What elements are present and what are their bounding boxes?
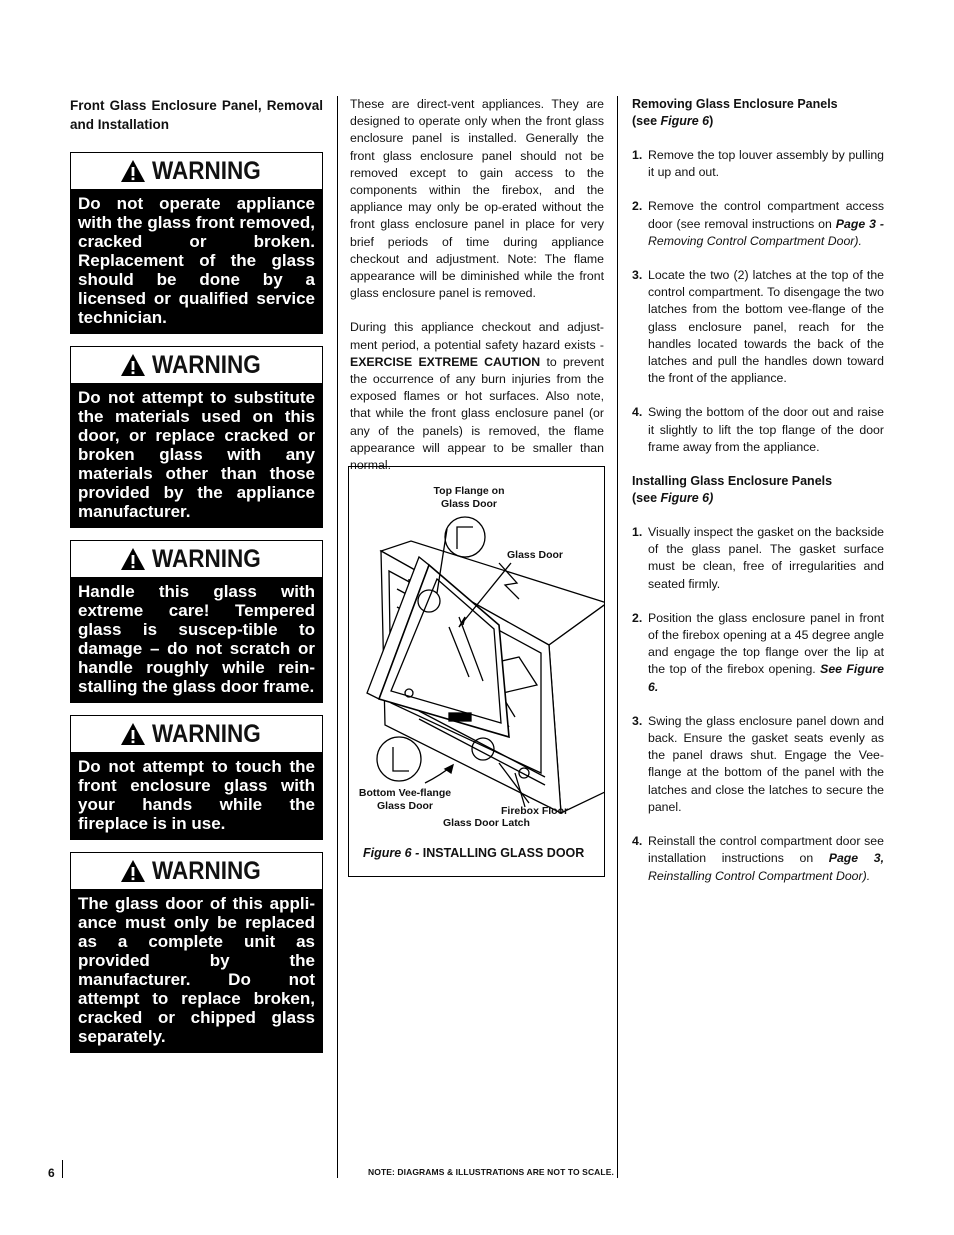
installing-step-1: 1. Visually inspect the gasket on the backside of the glass panel. The gasket surface must be clean, free of irregularities and seated firmly. [632, 525, 884, 591]
warning-title: WARNING [152, 544, 261, 573]
warning-text: Handle this glass with extreme care! Tempered glass is suscep-tible to damage – do not scratch or handle roughly while rein-stalling the glass door frame. [71, 578, 322, 702]
page-reference: Page 3 - [835, 216, 884, 231]
figure-caption: Figure 6 - INSTALLING GLASS DOOR [363, 846, 585, 860]
warning-box-3 [70, 540, 323, 703]
warning-triangle-icon [120, 159, 146, 183]
middle-column [350, 96, 604, 491]
label-top-flange: Top Flange on Glass Door [433, 485, 505, 510]
caution-paragraph: During this appliance checkout and adjust-ment period, a potential safety hazard exists - EXERCISE EXTREME CAUTION to prevent the occurrence of any burn injuries from the exposed flames or hot surfaces. Also note, that while the front glass enclosure panel (or any of the panels) is removed, the flame appearance will appear to be smaller than normal. [350, 320, 604, 473]
scale-note: NOTE: DIAGRAMS & ILLUSTRATIONS ARE NOT TO SCALE. [368, 1167, 614, 1177]
warning-box-5 [70, 852, 323, 1053]
page-number: 6 [48, 1166, 55, 1180]
warning-triangle-icon [120, 547, 146, 571]
figure-reference: See Figure 6. [648, 662, 884, 694]
intro-paragraph: These are direct-vent appliances. They are designed to operate only when the front glass enclosure panel is installed. Generally the front glass enclosure panel should not be removed except to gain access to the components within the firebox, and the appliance may only be op-erated without the front glass enclosure panel in place for very brief periods of time during appliance checkout and adjustment. Note: The flame appearance will be diminished while the front glass enclosure panel is removed. [350, 97, 604, 301]
removing-step-1: 1. Remove the top louver assembly by pulling it up and out. [632, 148, 884, 180]
removing-heading: Removing Glass Enclosure Panels (see Figure 6) [632, 97, 838, 128]
column-divider-2 [617, 96, 618, 1178]
warning-text: Do not attempt to touch the front enclosure glass with your hands while the fireplace is in use. [71, 753, 322, 839]
removing-step-2: 2. Remove the control compartment access door (see removal instructions on Page 3 - Removing Control Compartment Door). [632, 199, 884, 248]
label-glass-door: Glass Door [507, 549, 564, 561]
caution-emphasis: EXERCISE EXTREME CAUTION [350, 354, 541, 369]
column-divider-left [62, 1160, 63, 1178]
warning-box-1 [70, 152, 323, 334]
section-title: Front Glass Enclosure Panel, Removal and Installation [70, 98, 323, 132]
label-glass-door-latch: Glass Door Latch [443, 817, 530, 829]
left-column [70, 96, 323, 1065]
warning-triangle-icon [120, 859, 146, 883]
installing-step-4: 4. Reinstall the control compartment door see installation instructions on Page 3, Reinstalling Control Compartment Door). [632, 834, 884, 883]
warning-title: WARNING [152, 719, 261, 748]
removing-step-3: 3. Locate the two (2) latches at the top of the control compartment. To disengage the two latches from the bottom vee-flange of the glass enclosure panel, reach for the handles located towards the back of the latches and pull the handles down toward the front of the appliance. [632, 268, 884, 386]
warning-title: WARNING [152, 156, 261, 185]
glass-door-diagram [349, 467, 604, 837]
warning-triangle-icon [120, 353, 146, 377]
warning-triangle-icon [120, 722, 146, 746]
installing-step-2: 2. Position the glass enclosure panel in front of the firebox opening at a 45 degree angle and engage the top flange over the lip at the top of the firebox opening. See Figure 6. [632, 610, 884, 694]
right-column [632, 96, 884, 902]
warning-text: Do not attempt to substitute the materials used on this door, or replace cracked or broken glass with any materials other than those provided by the appliance manufacturer. [71, 384, 322, 527]
label-bottom-vee-flange: Bottom Vee-flange Glass Door [358, 787, 452, 812]
installing-heading: Installing Glass Enclosure Panels (see Figure 6) [632, 474, 833, 506]
removing-step-4: 4. Swing the bottom of the door out and raise it slightly to lift the top flange of the door frame away from the appliance. [632, 405, 884, 454]
column-divider-1 [337, 96, 338, 1178]
warning-title: WARNING [152, 350, 261, 379]
warning-text: The glass door of this appli-ance must only be replaced as a complete unit as provided by the manufacturer. Do not attempt to replace broken, cracked or chipped glass separately. [71, 890, 322, 1052]
installing-step-3: 3. Swing the glass enclosure panel down and back. Ensure the gasket seats evenly as the panel draws shut. Engage the Vee-flange at the bottom of the panel with the latches and close the latches to secure the panel. [632, 713, 884, 814]
page-reference: Page 3, [828, 851, 884, 866]
warning-text: Do not operate appliance with the glass front removed, cracked or broken. Replacement of the glass should be done by a licensed or qualified service technician. [71, 190, 322, 333]
warning-title: WARNING [152, 856, 261, 885]
warning-box-4 [70, 715, 323, 840]
figure-6 [348, 466, 605, 877]
label-firebox-floor: Firebox Floor [501, 805, 569, 817]
warning-box-2 [70, 346, 323, 528]
